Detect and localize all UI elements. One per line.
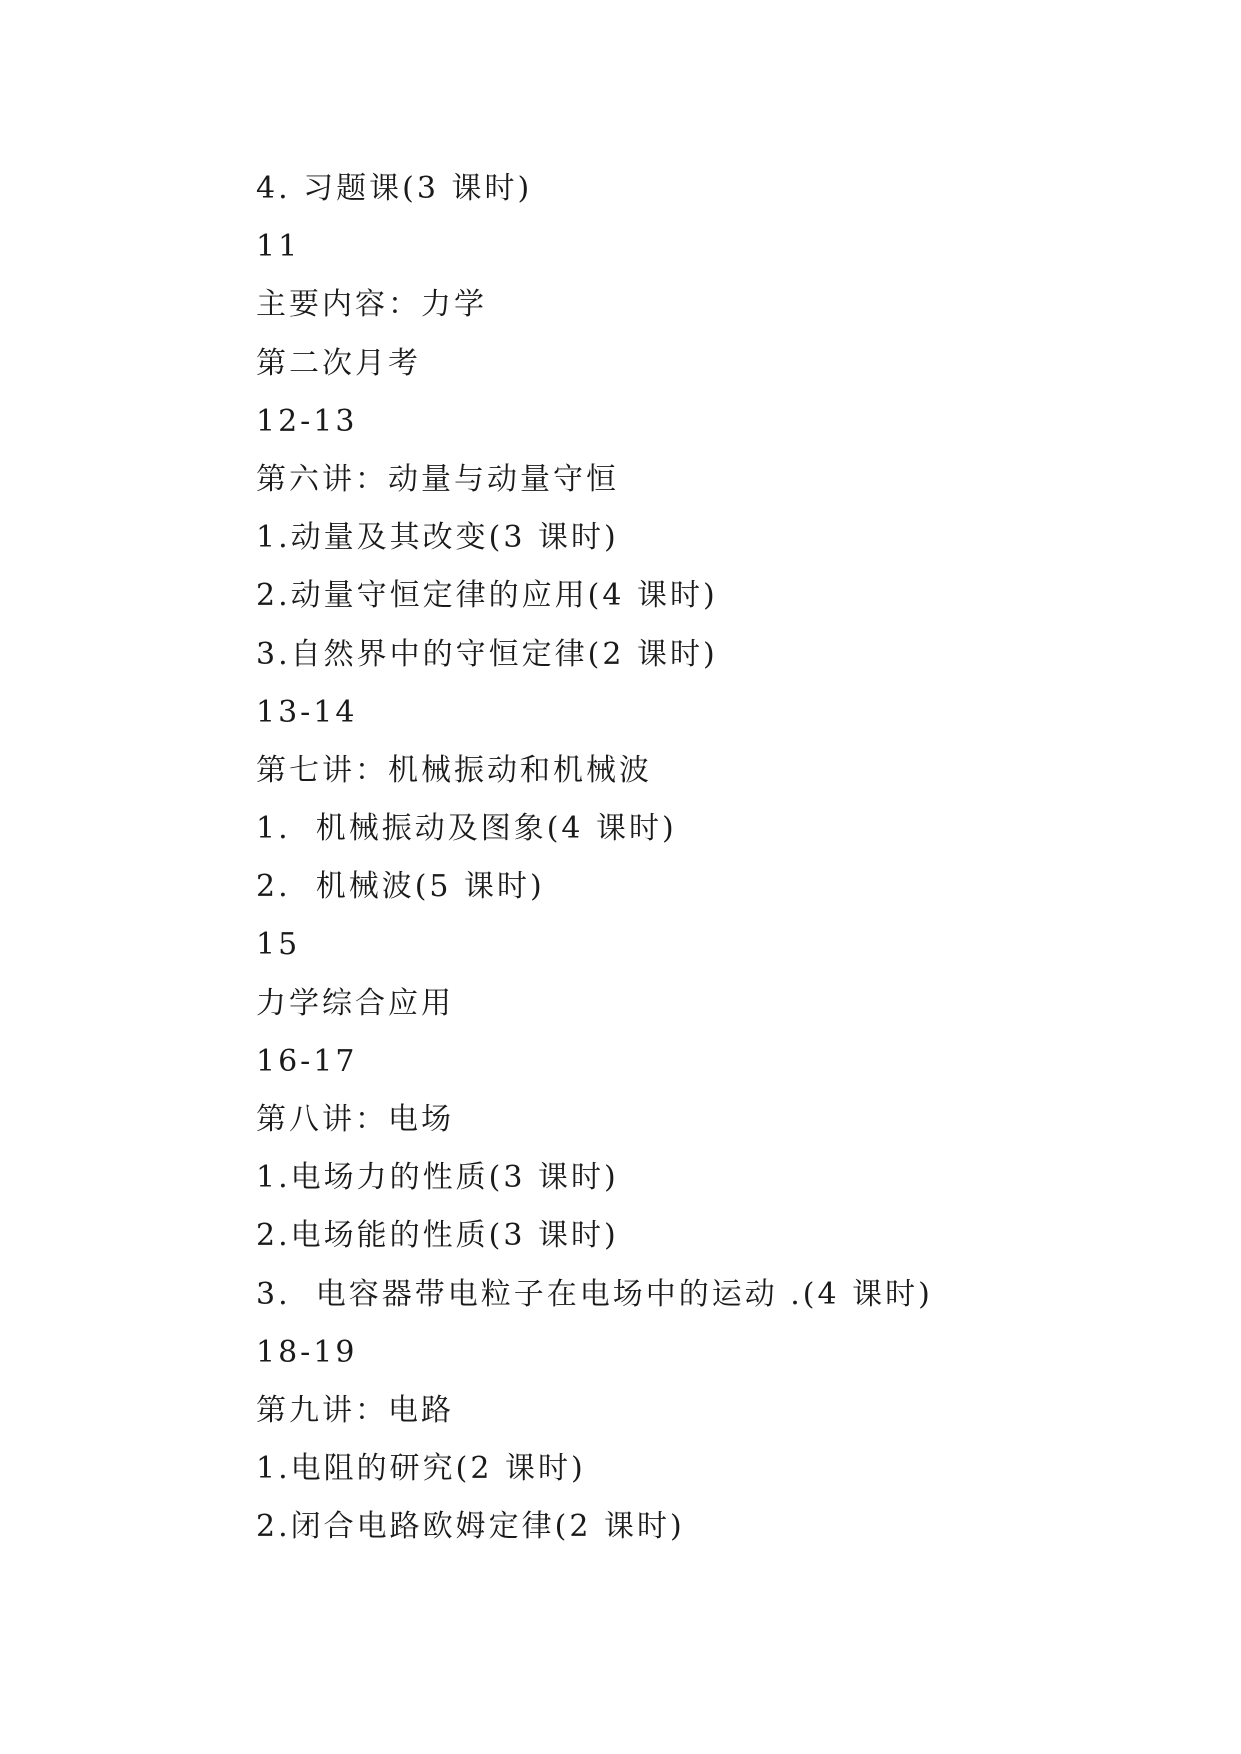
- lecture-heading: 第六讲：动量与动量守恒: [256, 461, 619, 497]
- text-line: 第二次月考: [256, 345, 421, 381]
- text-line: 2. 机械波(5 课时): [256, 869, 545, 905]
- week-number: 13-14: [256, 694, 358, 730]
- text-line: 2.电场能的性质(3 课时): [256, 1218, 619, 1254]
- text-line: 主要内容：力学: [256, 287, 487, 323]
- week-number: 16-17: [256, 1043, 358, 1079]
- text-line: 2.动量守恒定律的应用(4 课时): [256, 578, 718, 614]
- week-number: 12-13: [256, 403, 358, 439]
- text-line: 1.动量及其改变(3 课时): [256, 520, 619, 556]
- week-number: 11: [256, 229, 301, 265]
- week-number: 18-19: [256, 1334, 358, 1370]
- text-line: 力学综合应用: [256, 985, 454, 1021]
- text-line: 3.自然界中的守恒定律(2 课时): [256, 636, 718, 672]
- week-number: 15: [256, 927, 301, 963]
- lecture-heading: 第九讲：电路: [256, 1392, 454, 1428]
- lecture-heading: 第七讲：机械振动和机械波: [256, 752, 652, 788]
- text-line: 1.电场力的性质(3 课时): [256, 1160, 619, 1196]
- text-line: 4. 习题课(3 课时): [256, 171, 533, 206]
- lecture-heading: 第八讲：电场: [256, 1102, 454, 1137]
- text-line: 1.电阻的研究(2 课时): [256, 1451, 586, 1487]
- text-line: 2.闭合电路欧姆定律(2 课时): [256, 1509, 685, 1545]
- text-body: [256, 160, 1156, 1557]
- text-line: 1. 机械振动及图象(4 课时): [256, 811, 677, 847]
- text-line: 3. 电容器带电粒子在电场中的运动 .(4 课时): [256, 1276, 933, 1312]
